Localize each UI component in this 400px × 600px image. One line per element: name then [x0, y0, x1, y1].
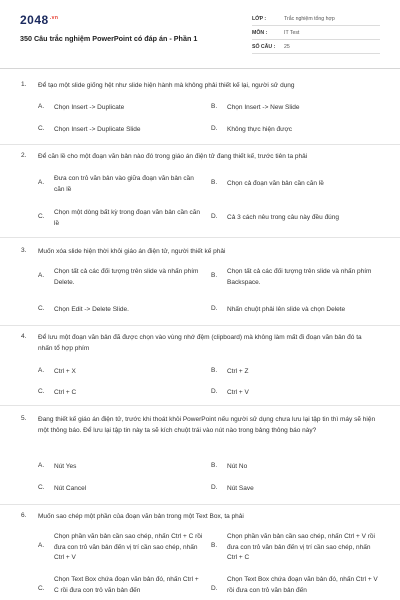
question-separator — [0, 144, 400, 145]
logo-text: 2048 — [20, 13, 49, 27]
option-letter: D. — [211, 388, 218, 395]
option-text: Chọn cả đoạn văn bản cần căn lề — [227, 180, 324, 187]
option-text: Ctrl + C — [54, 389, 77, 396]
option-text: Chọn tất cả các đối tượng trên slide và nhấn phím Backspace. — [227, 268, 372, 286]
option-letter: D. — [211, 125, 218, 132]
question-separator — [0, 405, 400, 406]
option-text: Cả 3 cách nêu trong câu này đều đúng — [227, 214, 340, 221]
option-letter: B. — [211, 103, 218, 110]
option-text: Chọn phần văn bản cần sao chép, nhấn Ctrl + V rồi đưa con trỏ văn bản đến vị trí cần sao chép, nhấn Ctrl + C — [227, 533, 375, 561]
option-letter: C. — [38, 213, 45, 220]
option-letter: C. — [38, 388, 45, 395]
option-letter: C. — [38, 125, 45, 132]
meta-value: Trắc nghiệm tổng hợp — [284, 16, 335, 22]
option-letter: B. — [211, 272, 218, 279]
meta-value: IT Test — [284, 30, 300, 36]
option-letter: B. — [211, 542, 218, 549]
option-text: Nút Yes — [54, 463, 77, 470]
question-separator — [0, 237, 400, 238]
document-title: 350 Câu trắc nghiệm PowerPoint có đáp án - Phần 1 — [20, 34, 198, 43]
question-number: 5. — [21, 415, 27, 422]
option-letter: A. — [38, 179, 45, 186]
option-text: Chọn tất cả các đối tượng trên slide và nhấn phím Delete. — [54, 268, 199, 286]
question-number: 6. — [21, 512, 27, 519]
option-letter: A. — [38, 367, 45, 374]
question-text: Để căn lề cho một đoạn văn bản nào đó trong giáo án điện tử đang thiết kế, trước tiên ta phải — [38, 153, 308, 160]
question-number: 3. — [21, 247, 27, 254]
option-text: Chọn Text Box chứa đoạn văn bản đó, nhấn Ctrl + V rồi đưa con trỏ văn bản đến — [227, 576, 378, 594]
question-number: 4. — [21, 333, 27, 340]
option-text: Không thực hiện được — [227, 126, 293, 133]
option-text: Chọn Edit -> Delete Slide. — [54, 306, 129, 313]
question-text: Để lưu một đoạn văn bản đã được chọn vào vùng nhớ đệm (clipboard) mà không làm mất đi đoạn văn bản đó ta nhấn tổ hợp phím — [38, 334, 362, 352]
header-divider — [0, 68, 400, 69]
option-letter: D. — [211, 484, 218, 491]
option-text: Chọn Text Box chứa đoạn văn bản đó, nhấn Ctrl + C rồi đưa con trỏ văn bản đến — [54, 576, 199, 594]
option-letter: B. — [211, 462, 218, 469]
logo-suffix: .vn — [49, 15, 59, 21]
question-separator — [0, 325, 400, 326]
option-text: Ctrl + V — [227, 389, 249, 396]
option-text: Nút Save — [227, 485, 254, 492]
option-letter: D. — [211, 305, 218, 312]
question-text: Muốn sao chép một phần của đoạn văn bản trong một Text Box, ta phải — [38, 513, 244, 520]
option-text: Chọn một dòng bất kỳ trong đoạn văn bản cần căn lề — [54, 209, 200, 227]
option-text: Đưa con trỏ văn bản vào giữa đoạn văn bản cần căn lề — [54, 175, 194, 193]
option-letter: C. — [38, 585, 45, 592]
option-text: Chọn Insert -> New Slide — [227, 104, 300, 111]
option-text: Nhấn chuột phải lên slide và chọn Delete — [227, 306, 346, 313]
question-number: 2. — [21, 152, 27, 159]
option-letter: A. — [38, 462, 45, 469]
option-letter: B. — [211, 179, 218, 186]
option-letter: C. — [38, 484, 45, 491]
option-text: Chọn Insert -> Duplicate Slide — [54, 126, 141, 133]
option-letter: A. — [38, 272, 45, 279]
option-text: Ctrl + X — [54, 368, 76, 375]
option-letter: D. — [211, 213, 218, 220]
question-text: Đang thiết kế giáo án điện tử, trước khi thoát khỏi PowerPoint nếu người sử dụng chưa lưu lại tập tin thì máy sẽ hiện một thông báo. Để lưu lại tập tin này ta sẽ kích chuột trái vào nút nào trong bảng thông báo này? — [38, 416, 376, 434]
option-letter: C. — [38, 305, 45, 312]
site-logo[interactable] — [20, 13, 58, 27]
option-text: Nút No — [227, 463, 248, 470]
question-number: 1. — [21, 81, 27, 88]
meta-label: LỚP : — [252, 16, 267, 22]
option-text: Ctrl + Z — [227, 368, 249, 375]
option-letter: D. — [211, 585, 218, 592]
document-header — [0, 0, 400, 64]
document-meta — [252, 12, 380, 54]
meta-label: SỐ CÂU : — [252, 44, 276, 50]
question-text: Để tạo một slide giống hệt như slide hiện hành mà không phải thiết kế lại, người sử dụng — [38, 82, 295, 89]
option-letter: A. — [38, 103, 45, 110]
meta-row-class — [252, 12, 380, 26]
option-text: Chọn phần văn bản cần sao chép, nhấn Ctrl + C rồi đưa con trỏ văn bản đến vị trí cần sao chép, nhấn Ctrl + V — [54, 533, 203, 561]
question-text: Muốn xóa slide hiện thời khỏi giáo án điện tử, người thiết kế phải — [38, 248, 226, 255]
meta-row-subject — [252, 26, 380, 40]
option-text: Chọn Insert -> Duplicate — [54, 104, 125, 111]
question-separator — [0, 504, 400, 505]
option-letter: A. — [38, 542, 45, 549]
option-text: Nút Cancel — [54, 485, 87, 492]
meta-label: MÔN : — [252, 30, 268, 36]
meta-row-count — [252, 40, 380, 54]
option-letter: B. — [211, 367, 218, 374]
meta-value: 25 — [284, 44, 290, 50]
